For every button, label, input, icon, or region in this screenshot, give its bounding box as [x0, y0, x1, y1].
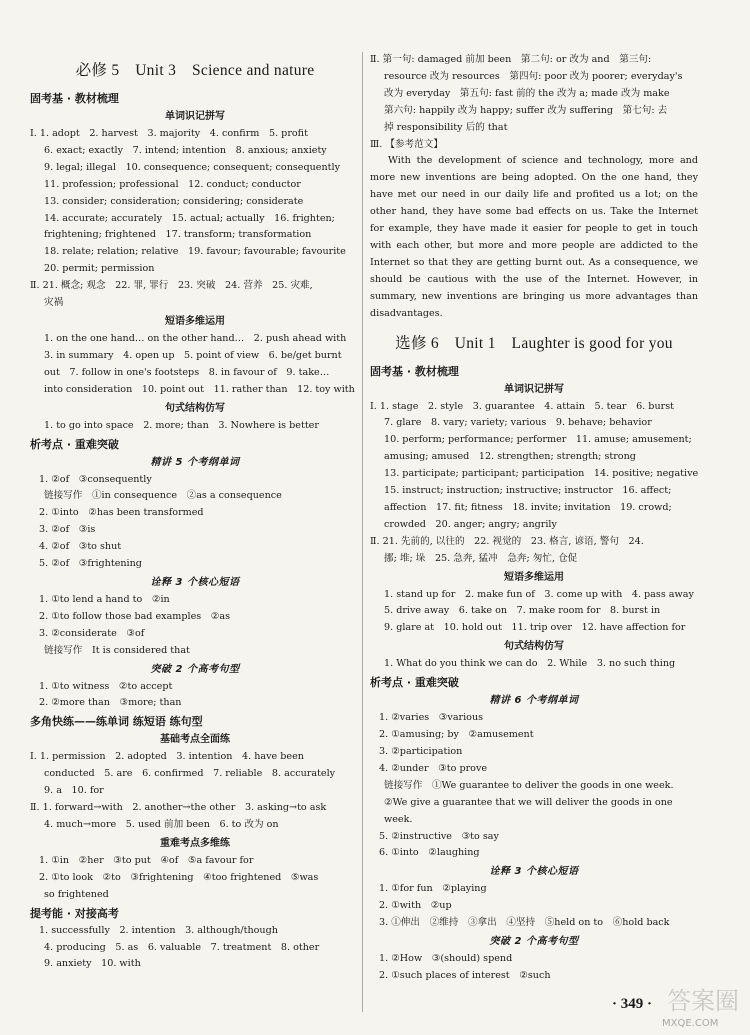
answer-line: 9. anxiety 10. with — [44, 958, 141, 970]
answer-line: 3. ②of ③is — [39, 524, 96, 536]
sub-heading: 重难考点多维练 — [160, 837, 230, 849]
answer-line: Ⅱ. 1. forward→with 2. another→the other 3. asking→to ask — [30, 802, 327, 814]
answer-line: 1. ①to lend a hand to ②in — [39, 593, 170, 605]
answer-line: 11. profession; professional 12. conduct; conductor — [44, 178, 301, 190]
sub-heading: 精讲 5 个考纲单词 — [150, 456, 240, 468]
answer-line: Ⅱ. 第一句: damaged 前加 been 第二句: or 改为 and 第三句: — [370, 54, 652, 65]
answer-line: 4. much→more 5. used 前加 been 6. to 改为 on — [44, 819, 279, 830]
answer-line: 4. ②of ③to shut — [39, 541, 122, 553]
answer-line: 5. ②instructive ③to say — [379, 830, 499, 842]
column-divider — [362, 52, 363, 1012]
answer-line: 18. relate; relation; relative 19. favour; favourable; favourite — [44, 246, 346, 258]
answer-line: 1. What do you think we can do 2. While 3. no such thing — [384, 658, 676, 670]
answer-line: ②We give a guarantee that we will deliver the goods in one — [384, 796, 673, 808]
sub-heading: 单词识记拼写 — [165, 111, 225, 122]
sub-heading: 单词识记拼写 — [504, 383, 564, 395]
sub-heading: 诠释 3 个核心短语 — [150, 576, 240, 588]
sub-heading: 短语多维运用 — [165, 315, 225, 327]
answer-line: amusing; amused 12. strengthen; strength; strong — [384, 451, 636, 463]
answer-line: 1. ①for fun ②playing — [379, 883, 487, 895]
sub-heading: 短语多维运用 — [504, 571, 564, 583]
section-heading: 析考点 · 重难突破 — [30, 437, 119, 451]
answer-line: out 7. follow in one's footsteps 8. in favour of 9. take… — [44, 366, 330, 378]
sub-heading: 精讲 6 个考纲单词 — [489, 695, 579, 707]
answer-line: frightening; frightened 17. transform; transformation — [44, 229, 312, 241]
answer-line: 1. ②How ③(should) spend — [379, 953, 513, 965]
answer-line: 1. ②of ③consequently — [39, 473, 152, 485]
answer-line: 20. permit; permission — [44, 263, 155, 275]
answer-line: 第六句: happily 改为 happy; suffer 改为 suffering 第七句: 去 — [384, 104, 668, 116]
answer-line: Ⅲ. 【参考范文】 — [370, 138, 443, 150]
right-column — [370, 52, 698, 985]
sub-heading: 句式结构仿写 — [504, 641, 564, 653]
answer-line: conducted 5. are 6. confirmed 7. reliable 8. accurately — [44, 768, 336, 780]
watermark-text: 答案圈 — [667, 987, 739, 1015]
reference-essay: With the development of science and technology, more and more new inventions are being adopted. On the one hand, they have met our need in our daily life and profited us a lot; on the other hand, they have some bad effects on us. Take the Internet for example, they have made it easier for people to get in touch with each other, but more and more people are addicted to the Internet so that they are getting burnt out. As a consequence, we should be cautious with the use of the Internet. However, in summary, new inventions are bringing us more advantages than disadvantages. — [370, 155, 698, 319]
answer-line: 1. successfully 2. intention 3. although/though — [39, 924, 278, 936]
answer-line: 2. ①such places of interest ②such — [379, 969, 551, 981]
answer-line: resource 改为 resources 第四句: poor 改为 poorer; everyday's — [384, 70, 683, 82]
answer-line: 1. ①in ②her ③to put ④of ⑤a favour for — [39, 854, 254, 866]
answer-line: 1. ②varies ③various — [379, 712, 484, 724]
answer-line: 挪; 堆; 垛 25. 急奔, 猛冲 急奔; 匆忙, 仓促 — [384, 552, 578, 564]
answer-line: into consideration 10. point out 11. rather than 12. toy with — [44, 383, 355, 395]
answer-line: 9. glare at 10. hold out 11. trip over 12. have affection for — [384, 622, 686, 634]
sub-heading: 基础考点全面练 — [160, 734, 230, 746]
answer-line: 6. exact; exactly 7. intend; intention 8. anxious; anxiety — [44, 144, 327, 156]
answer-line: so frightened — [44, 888, 109, 900]
answer-line: 掉 responsibility 后的 that — [384, 121, 508, 133]
section-heading: 多角快练——练单词 练短语 练句型 — [30, 715, 203, 729]
answer-line: 1. on the one hand… on the other hand… 2. push ahead with — [44, 332, 347, 344]
sub-heading: 突破 2 个高考句型 — [150, 663, 240, 675]
answer-line: 9. a 10. for — [44, 785, 104, 797]
answer-line: affection 17. fit; fitness 18. invite; invitation 19. crowd; — [384, 501, 672, 513]
answer-line: 2. ①to follow those bad examples ②as — [39, 610, 231, 622]
unit-title-right: 选修 6 Unit 1 Laughter is good for you — [395, 334, 673, 352]
answer-line: 2. ①into ②has been transformed — [39, 507, 204, 519]
answer-line: 3. ②participation — [379, 746, 463, 757]
answer-line: 链接写作 ①in consequence ②as a consequence — [44, 490, 282, 502]
answer-line: 3. in summary 4. open up 5. point of view 6. be/get burnt — [44, 349, 342, 361]
answer-line: 13. consider; consideration; considering; considerate — [44, 195, 304, 207]
answer-line: 10. perform; performance; performer 11. amuse; amusement; — [384, 434, 692, 446]
left-sections — [30, 90, 360, 973]
answer-line: Ⅰ. 1. permission 2. adopted 3. intention 4. have been — [30, 751, 304, 763]
answer-line: Ⅱ. 21. 概念; 观念 22. 罪, 罪行 23. 突破 24. 营养 25. 灾难, — [30, 280, 313, 292]
answer-line: 2. ①to look ②to ③frightening ④too frightened ⑤was — [39, 871, 319, 883]
section-heading: 固考基 · 教材梳理 — [370, 364, 459, 378]
answer-line: 15. instruct; instruction; instructive; instructor 16. affect; — [384, 485, 672, 497]
answer-line: 1. ①to witness ②to accept — [39, 680, 173, 692]
answer-line: 2. ①with ②up — [379, 900, 452, 912]
answer-line: Ⅱ. 21. 先前的, 以往的 22. 视觉的 23. 格言, 谚语, 警句 24. — [370, 535, 644, 547]
section-heading: 析考点 · 重难突破 — [370, 676, 459, 690]
answer-line: 5. drive away 6. take on 7. make room for 8. burst in — [384, 605, 661, 617]
answer-line: crowded 20. anger; angry; angrily — [384, 518, 557, 530]
answer-line: 5. ②of ③frightening — [39, 558, 142, 570]
right-sections — [370, 363, 698, 985]
answer-line: Ⅰ. 1. adopt 2. harvest 3. majority 4. confirm 5. profit — [30, 128, 308, 139]
answer-line: 改为 everyday 第五句: fast 前的 the 改为 a; made 改为 make — [384, 87, 670, 99]
page-number: · 349 · — [612, 996, 653, 1012]
right-top-lines — [370, 52, 698, 153]
answer-line: 6. ①into ②laughing — [379, 847, 480, 859]
answer-line: 1. to go into space 2. more; than 3. Nowhere is better — [44, 419, 319, 431]
answer-line: 链接写作 It is considered that — [44, 644, 190, 656]
unit-title-left: 必修 5 Unit 3 Science and nature — [75, 62, 315, 79]
answer-line: 13. participate; participant; participation 14. positive; negative — [384, 468, 698, 480]
answer-line: 2. ①amusing; by ②amusement — [379, 729, 534, 741]
answer-line: 3. ①伸出 ②维持 ③拿出 ④坚持 ⑤held on to ⑥hold back — [379, 917, 670, 929]
answer-line: 4. producing 5. as 6. valuable 7. treatment 8. other — [44, 941, 320, 953]
left-column — [30, 52, 360, 973]
watermark-url: MXQE.COM — [662, 1018, 719, 1029]
answer-line: 灾祸 — [44, 297, 64, 309]
answer-line: 14. accurate; accurately 15. actual; actually 16. frighten; — [44, 212, 335, 224]
answer-line: week. — [384, 813, 413, 825]
answer-line: 链接写作 ①We guarantee to deliver the goods in one week. — [384, 779, 674, 791]
section-heading: 固考基 · 教材梳理 — [30, 92, 119, 105]
sub-heading: 突破 2 个高考句型 — [489, 936, 579, 948]
answer-line: 3. ②considerate ③of — [39, 627, 145, 639]
answer-line: 1. stand up for 2. make fun of 3. come up with 4. pass away — [384, 588, 694, 600]
answer-line: 9. legal; illegal 10. consequence; consequent; consequently — [44, 161, 341, 173]
answer-line: 7. glare 8. vary; variety; various 9. behave; behavior — [384, 417, 652, 429]
answer-line: 4. ②under ③to prove — [379, 762, 488, 774]
answer-line: 2. ②more than ③more; than — [39, 697, 182, 709]
section-heading: 提考能 · 对接高考 — [30, 906, 119, 920]
sub-heading: 诠释 3 个核心短语 — [489, 866, 579, 878]
sub-heading: 句式结构仿写 — [165, 402, 225, 414]
answer-line: Ⅰ. 1. stage 2. style 3. guarantee 4. attain 5. tear 6. burst — [370, 400, 674, 412]
